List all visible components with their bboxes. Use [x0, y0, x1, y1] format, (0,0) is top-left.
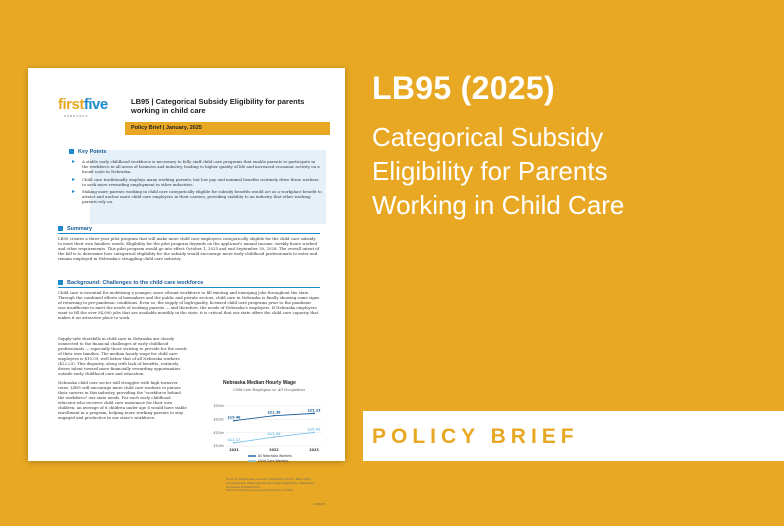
chart-data-point [273, 436, 275, 438]
key-point-item: ▸ Child care traditionally employs many working parents, but low pay and minimal benefits routinely drive these workers to seek more rewarding employment in other industries. [72, 177, 322, 187]
key-points-list [72, 159, 322, 207]
turnover-text: Nebraska child care sector still struggles with high turnover rates. LB95 will encourage more child care workers to pursue their careers in this industry, providing the "workforce behind the workforce" our state needs. For each early childhood educator who receives child care assistance for their own children, an average of 8 children under age 6 would have stable enrollment in a program, helping more working parents to stay engaged and productive in our state's workforce. [58, 380, 187, 420]
chart-data-label: $21.38 [267, 410, 281, 415]
background-text: Child care is essential for mobilizing a younger, more vibrant workforce to fill existing and emerging jobs throughout the state. Through the combined efforts of lawmakers and the public and private sectors, child care in Nebraska is finally showing some signs of returning to pre-pandemic conditions. Even so, the supply of high-quality, licensed child care programs prior to the pandemic was insufficient to meet the needs of working parents — and therefore, the needs of Nebraska's employers. If Nebraska employers want to fill the over 54,000 jobs that are available monthly in the state, it is critical that our state offers the child care capacity that makes it an attractive place to work. [58, 290, 320, 320]
wage-gap-text: Supply-side shortfalls in child care in Nebraska are closely connected to the financial challenges of early childhood professionals — especially those striving to provide for the needs of their own families. The median hourly wage for child care employees is $15.09, well below that of all Nebraska workers ($22.23). This disparity, along with lack of benefits, routinely drives talent toward more financially rewarding opportunities outside early childhood care and education. [58, 336, 187, 376]
chart-legend-label: Child Care Workers [258, 459, 289, 464]
chart-x-tick-label: 2021 [229, 448, 239, 452]
logo-subtitle: NEBRASKA [64, 114, 89, 118]
chart-data-point [233, 420, 235, 422]
square-bullet-icon [69, 149, 74, 154]
chart-legend-label: All Nebraska Workers [258, 454, 292, 459]
policy-brief-document [28, 68, 345, 506]
key-points-heading-text: Key Points [78, 149, 107, 155]
square-bullet-icon [58, 226, 63, 231]
page-version: v.1/8/25 [313, 502, 325, 506]
chart-y-tick-label: $20/hr [213, 417, 224, 422]
chart-data-point [313, 432, 315, 434]
chart-data-point [273, 415, 275, 417]
chart-subtitle: Child Care Employees vs. All Occupations [233, 388, 306, 392]
summary-text: LB95 creates a three-year pilot program that will make more child care employees categorically eligible for the child care subsidy to meet their own families' needs. Eligibility for the pilot program depends on the applicant's annual income, weekly hours worked and other requirements. This pilot program would go into effect October 1, 2025 and end September 30, 2028. The overall intent of the bill is to determine how categorical eligibility for the subsidy would encourage more early childhood professionals to enter and remain employed in Nebraska's struggling child care industry. [58, 236, 320, 261]
background-rule [58, 287, 320, 288]
chart-x-tick-label: 2023 [309, 448, 319, 452]
summary-heading [58, 226, 92, 232]
logo-five: five [83, 96, 108, 113]
chart-data-label: $19.48 [227, 415, 241, 420]
chart-data-point [233, 442, 235, 444]
policy-brief-label: POLICY BRIEF [372, 425, 579, 448]
chart-y-tick-label: $15/hr [213, 430, 224, 435]
wage-line-chart [204, 398, 328, 468]
logo-first: first [58, 96, 84, 113]
chart-data-point [313, 412, 315, 414]
key-point-item: ▸ Making more parents working in child care categorically eligible for subsidy benefits would act as a workplace benefit to attract and anchor more child care employees in their careers, providing stability to an industry that other working parents rely on. [72, 189, 322, 204]
panel-subtitle: Categorical Subsidy Eligibility for Parents Working in Child Care [372, 122, 625, 220]
summary-rule [58, 233, 320, 234]
chart-y-tick-label: $10/hr [213, 444, 224, 449]
document-subtitle: Policy Brief | January, 2025 [125, 122, 330, 135]
key-point-item: ▸ A stable early childhood workforce is necessary to fully staff child care programs that enable parents to participate in the workforce in all areas of business and industry, leading to higher quality of life and increased economic activity on a broad scale in Nebraska. [72, 159, 322, 174]
document-title: LB95 | Categorical Subsidy Eligibility for parents working in child care [131, 97, 305, 115]
background-heading [58, 280, 203, 286]
chart-y-tick-label: $25/hr [213, 404, 224, 409]
summary-heading-text: Summary [67, 226, 93, 232]
background-heading-text: Background: Challenges to the child care workforce [67, 280, 204, 286]
square-bullet-icon [58, 280, 63, 285]
first-five-logo [58, 96, 108, 113]
chart-data-label: $13.36 [267, 432, 281, 437]
chart-data-label: $22.23 [307, 408, 321, 413]
chart-title: Nebraska Median Hourly Wage [223, 380, 296, 386]
chart-data-label: $11.17 [227, 437, 241, 442]
chart-source: Source: US Bureau of Labor Statistics (BLS), May 2023 Occupational Employment and Wage Statistics, Nebraska. Accessed 8/2024 from https://www.bls.gov/oes/current/oes_ne.htm [226, 477, 315, 493]
chart-x-tick-label: 2022 [269, 448, 279, 452]
key-points-heading [69, 149, 106, 155]
chart-data-label: $15.09 [307, 427, 321, 432]
panel-title: LB95 (2025) [372, 70, 555, 106]
